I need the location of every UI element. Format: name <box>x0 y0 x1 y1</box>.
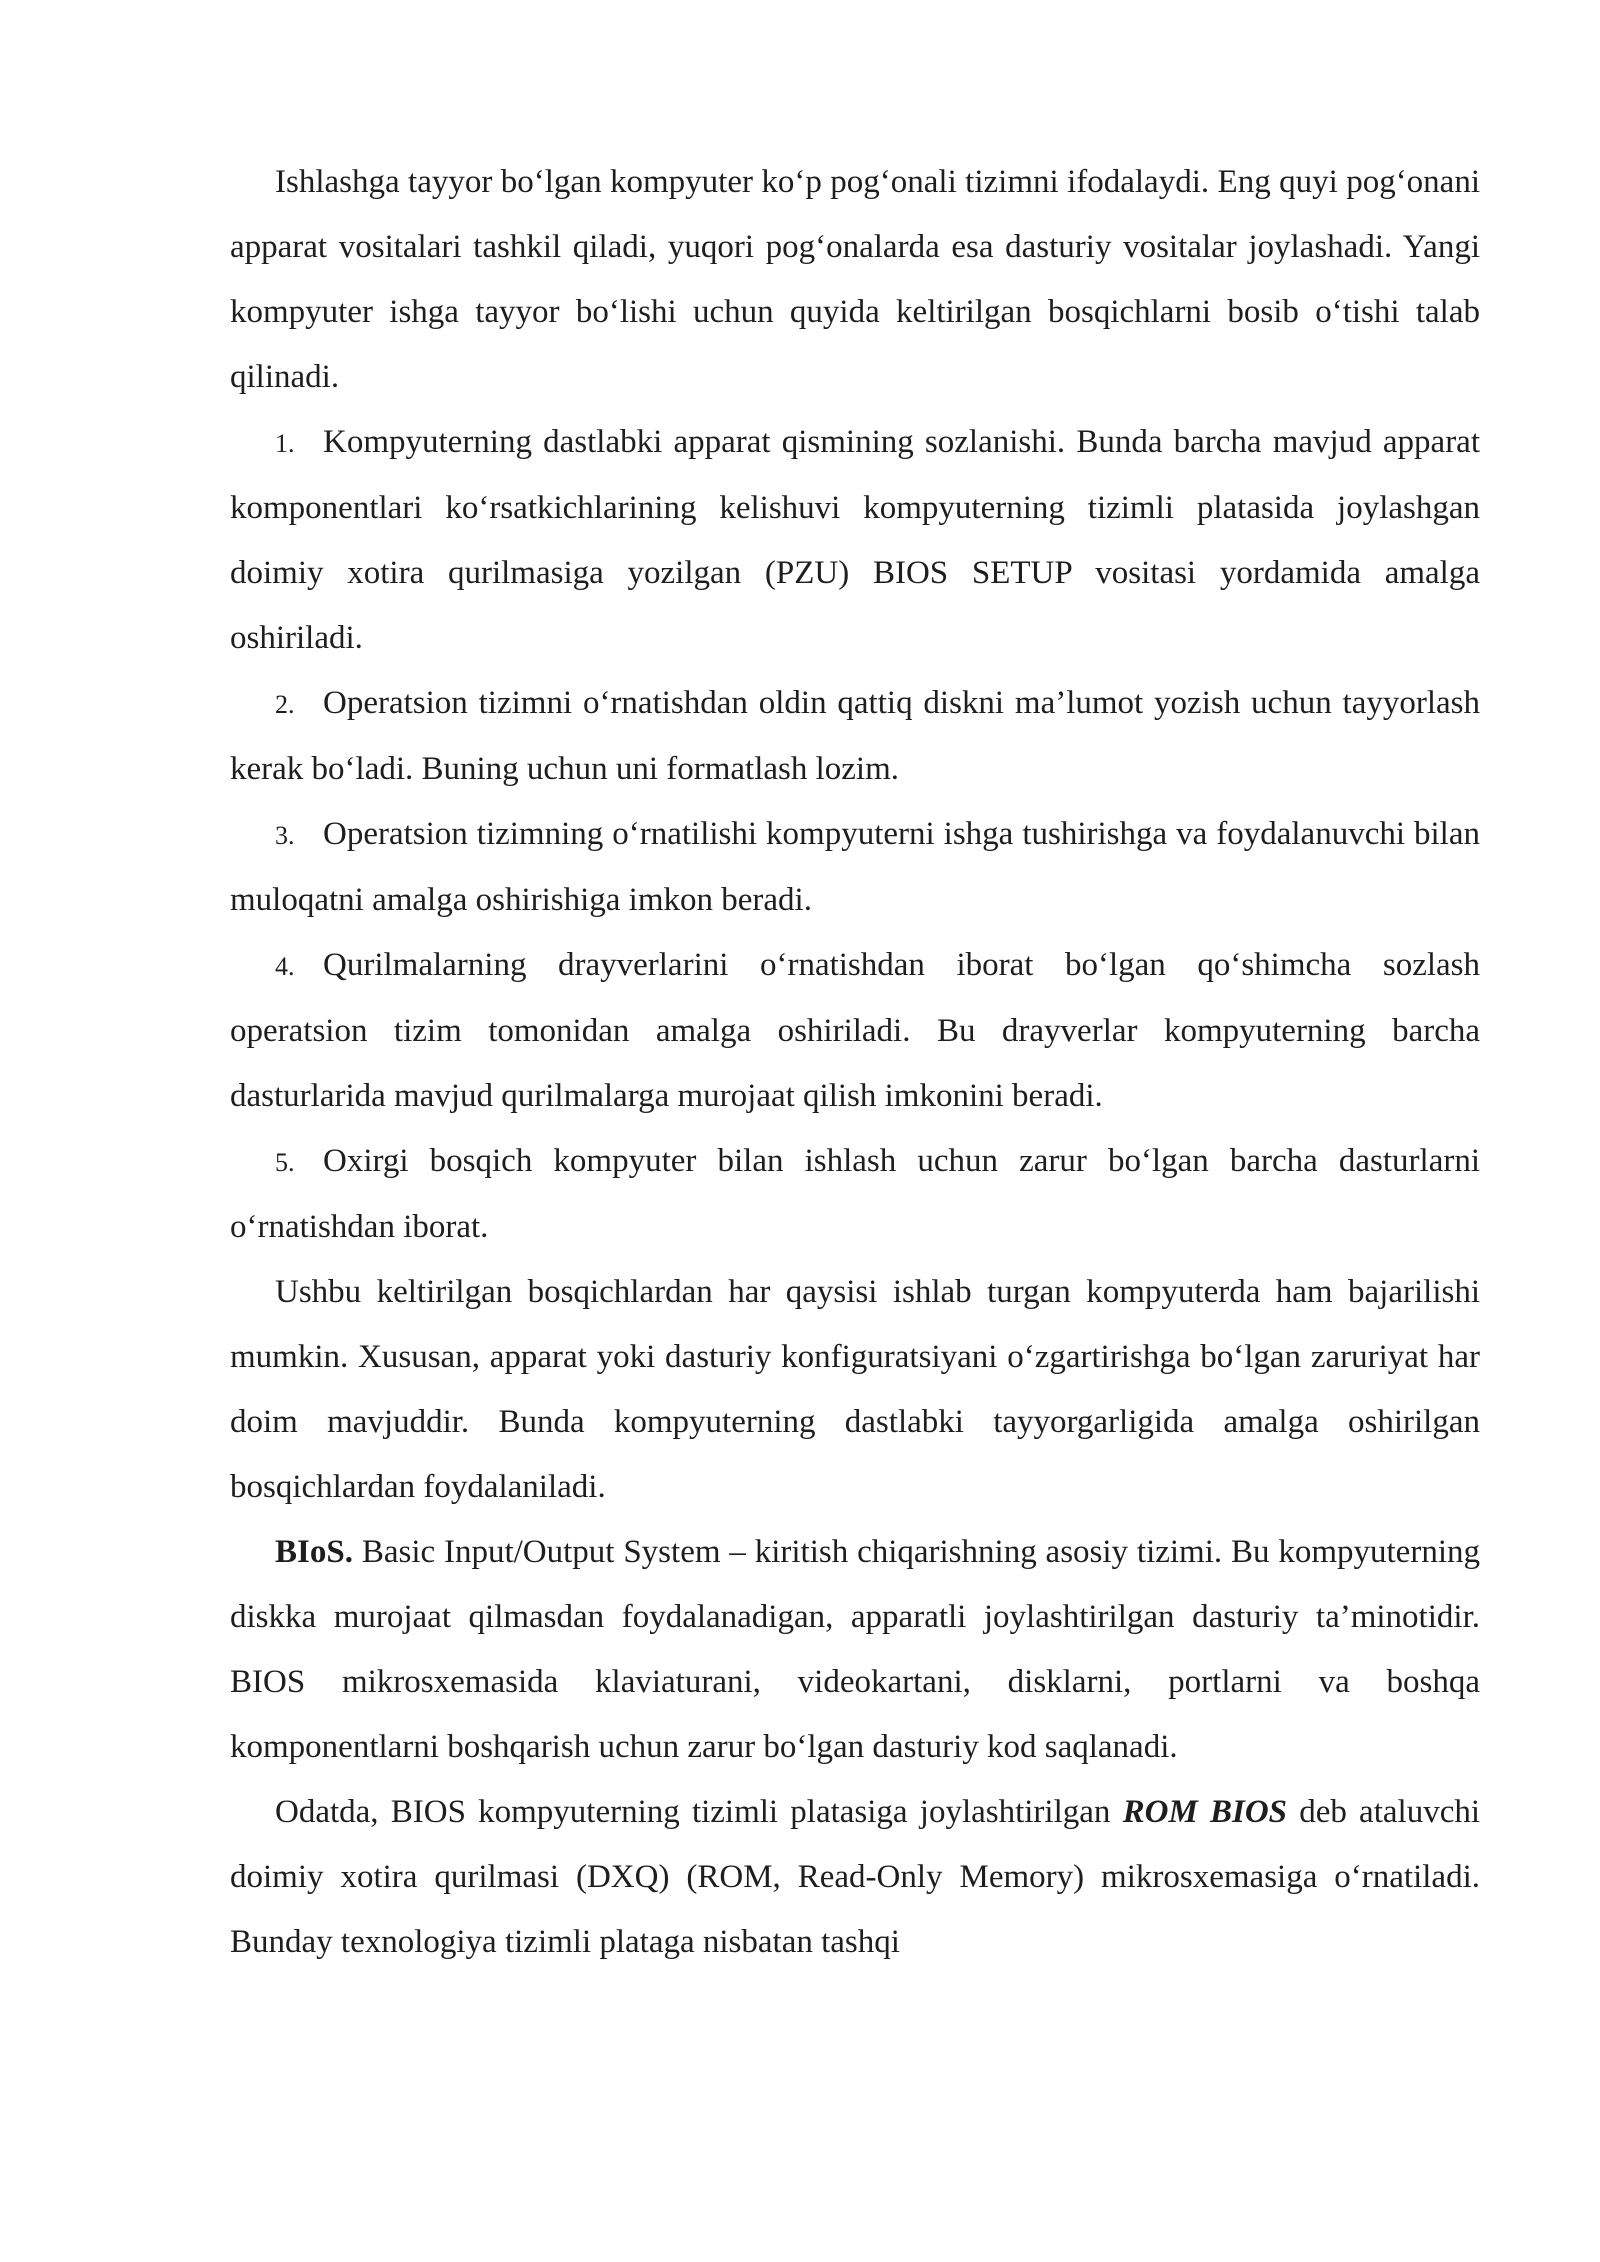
step-text: Kompyuterning dastlabki apparat qismining sozlanishi. Bunda barcha mavjud apparat komponentlari ko‘rsatkichlarining kelishuvi kompyuterning tizimli platasida joylashgan doimiy xotira qurilmasiga yozilgan (PZU) BIOS SETUP vositasi yordamida amalga oshiriladi. <box>230 424 1480 656</box>
rom-text-after: deb ataluvchi doimiy xotira qurilmasi (DXQ) (ROM, Read-Only Memory) mikrosxemasiga o‘rnatiladi. Bunday texnologiya tizimli plataga nisbatan tashqi <box>230 1794 1481 1960</box>
rom-bios-term: ROM BIOS <box>1122 1794 1288 1830</box>
step-number: 4. <box>275 952 295 981</box>
bios-paragraph <box>230 1520 1480 1780</box>
step-number: 1. <box>275 429 295 458</box>
summary-paragraph: Ushbu keltirilgan bosqichlardan har qaysisi ishlab turgan kompyuterda ham bajarilishi mumkin. Xususan, apparat yoki dasturiy konfiguratsiyani o‘zgartirishga bo‘lgan zaruriyat har doim mavjuddir. Bunda kompyuterning dastlabki tayyorgarligida amalga oshirilgan bosqichlardan foydalaniladi. <box>230 1274 1480 1505</box>
step-4 <box>230 933 1480 1129</box>
intro-paragraph: Ishlashga tayyor bo‘lgan kompyuter ko‘p pog‘onali tizimni ifodalaydi. Eng quyi pog‘onani apparat vositalari tashkil qiladi, yuqori pog‘onalarda esa dasturiy vositalar joylashadi. Yangi kompyuter ishga tayyor bo‘lishi uchun quyida keltirilgan bosqichlarni bosib o‘tishi talab qilinadi. <box>230 164 1480 395</box>
step-3 <box>230 802 1480 933</box>
step-text: Operatsion tizimning o‘rnatilishi kompyuterni ishga tushirishga va foydalanuvchi bilan muloqatni amalga oshirishiga imkon beradi. <box>230 816 1480 918</box>
rom-paragraph <box>230 1780 1480 1975</box>
step-1 <box>230 410 1480 671</box>
document-page <box>230 150 1480 1975</box>
step-2 <box>230 671 1480 802</box>
rom-text-before: Odatda, BIOS kompyuterning tizimli platasiga joylashtirilgan <box>275 1794 1123 1830</box>
step-number: 5. <box>275 1148 295 1177</box>
step-text: Qurilmalarning drayverlarini o‘rnatishdan iborat bo‘lgan qo‘shimcha sozlash operatsion tizim tomonidan amalga oshiriladi. Bu drayverlar kompyuterning barcha dasturlarida mavjud qurilmalarga murojaat qilish imkonini beradi. <box>230 947 1480 1114</box>
bios-definition: Basic Input/Output System – kiritish chiqarishning asosiy tizimi. Bu kompyuterning diskka murojaat qilmasdan foydalanadigan, apparatli joylashtirilgan dasturiy ta’minotidir. BIOS mikrosxemasida klaviaturani, videokartani, disklarni, portlarni va boshqa komponentlarni boshqarish uchun zarur bo‘lgan dasturiy kod saqlanadi. <box>230 1534 1480 1765</box>
step-5 <box>230 1129 1480 1260</box>
bios-term: BIoS. <box>275 1534 353 1570</box>
step-text: Oxirgi bosqich kompyuter bilan ishlash uchun zarur bo‘lgan barcha dasturlarni o‘rnatishdan iborat. <box>230 1143 1480 1245</box>
step-number: 2. <box>275 690 295 719</box>
step-text: Operatsion tizimni o‘rnatishdan oldin qattiq diskni ma’lumot yozish uchun tayyorlash kerak bo‘ladi. Buning uchun uni formatlash lozim. <box>230 685 1480 787</box>
step-number: 3. <box>275 821 295 850</box>
